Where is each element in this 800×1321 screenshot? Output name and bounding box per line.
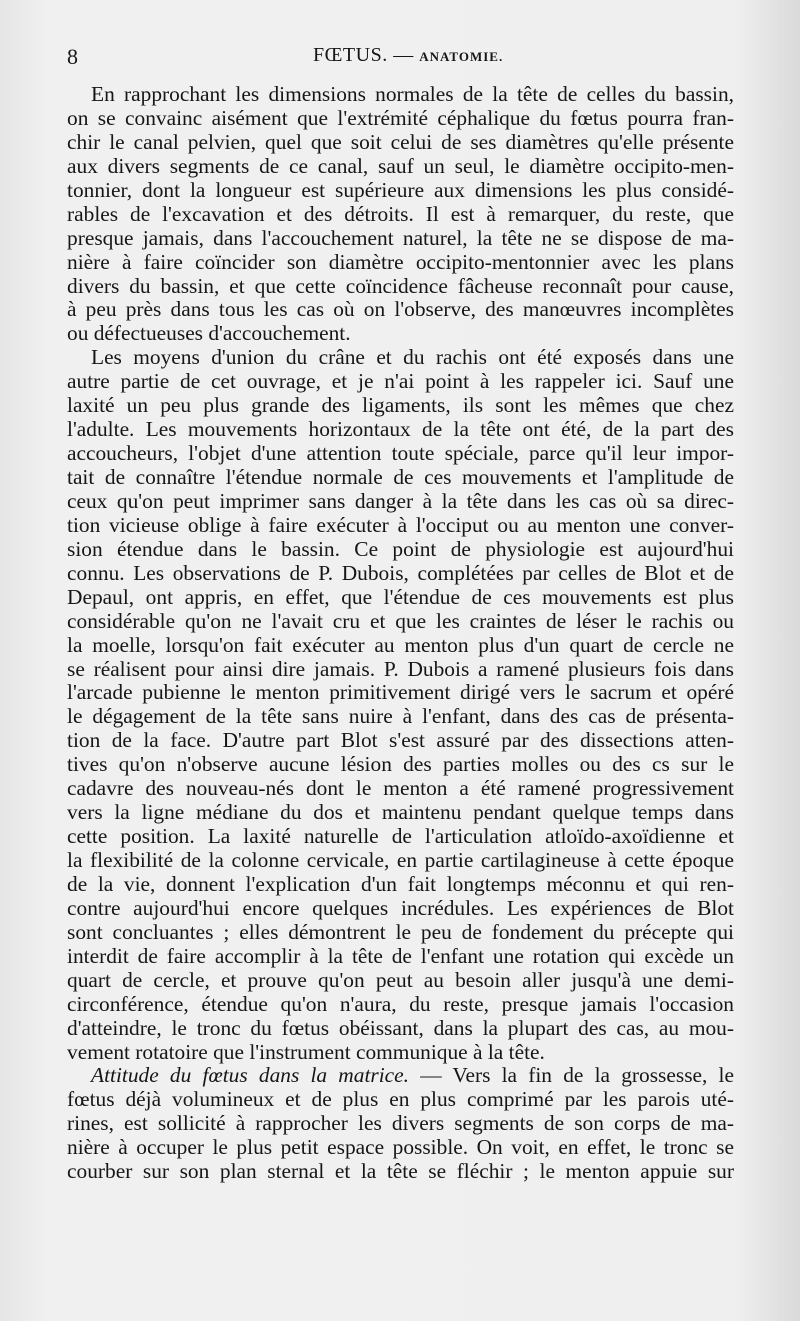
text-line: fœtus déjà volumineux et de plus en plus comprimé par les parois uté- — [67, 1087, 734, 1112]
text-line: la moelle, lorsqu'on fait exécuter au menton plus d'un quart de cercle ne — [67, 632, 734, 657]
text-line: cette position. La laxité naturelle de l'articulation atloïdo-axoïdienne et — [67, 824, 734, 849]
text-line: Depaul, ont appris, en effet, que l'étendue de ces mouvements est plus — [67, 584, 734, 609]
text-line: sont concluantes ; elles démontrent le peu de fondement du précepte qui — [67, 919, 734, 944]
body-text — [67, 83, 734, 1184]
text-line: nière à occuper le plus petit espace possible. On voit, en effet, le tronc se — [67, 1135, 734, 1160]
text-line: considérable qu'on ne l'avait cru et que les craintes de léser le rachis ou — [67, 608, 734, 633]
paragraph — [67, 346, 734, 1064]
text-line: Les moyens d'union du crâne et du rachis ont été exposés dans une — [91, 345, 734, 370]
text-line: interdit de faire accomplir à la tête de l'enfant une rotation qui excède un — [67, 943, 734, 968]
text-line: vers la ligne médiane du dos et maintenu pendant quelque temps dans — [67, 800, 734, 825]
text-line: à peu près dans tous les cas où on l'observe, des manœuvres incomplètes — [67, 297, 734, 322]
text-line — [67, 1064, 734, 1088]
text-line: rables de l'excavation et des détroits. Il est à remarquer, du reste, que — [67, 201, 734, 226]
text-line: tonnier, dont la longueur est supérieure aux dimensions les plus considé- — [67, 177, 734, 202]
text-line: le dégagement de la tête sans nuire à l'enfant, dans des cas de présenta- — [67, 704, 734, 729]
text-line: l'arcade pubienne le menton primitivement dirigé vers le sacrum et opéré — [67, 680, 734, 705]
text-line: l'adulte. Les mouvements horizontaux de la tête ont été, de la part des — [67, 417, 734, 442]
text-line: tait de connaître l'étendue normale de ces mouvements et l'amplitude de — [67, 465, 734, 489]
running-head — [313, 44, 503, 67]
text-line: nière à faire coïncider son diamètre occipito-mentonnier avec les plans — [67, 249, 734, 274]
text-line: presque jamais, dans l'accouchement naturel, la tête ne se dispose de ma- — [67, 225, 734, 250]
text-line: d'atteindre, le tronc du fœtus obéissant, dans la plupart des cas, au mou- — [67, 1015, 734, 1040]
text-line: En rapprochant les dimensions normales de la tête de celles du bassin, — [91, 82, 734, 106]
text-line: tives qu'on n'observe aucune lésion des parties molles ou des cs sur le — [67, 752, 734, 777]
text-line: la flexibilité de la colonne cervicale, en partie cartilagineuse à cette époque — [67, 848, 734, 872]
text-line: aux divers segments de ce canal, sauf un seul, le diamètre occipito-men- — [67, 153, 734, 178]
text-line: accoucheurs, l'objet d'une attention toute spéciale, parce qu'il leur impor- — [67, 441, 734, 466]
text-line: de la vie, donnent l'explication d'un fait longtemps méconnu et qui ren- — [67, 871, 734, 896]
running-head-section: ANATOMIE. — [419, 49, 504, 64]
paragraph — [67, 1064, 734, 1184]
running-head-title: FŒTUS. — — [313, 44, 420, 66]
text-line: chir le canal pelvien, quel que soit celui de ses diamètres qu'elle présente — [67, 129, 734, 154]
text-line: rines, est sollicité à rapprocher les divers segments de son corps de ma- — [67, 1111, 734, 1136]
text-line: on se convainc aisément que l'extrémité céphalique du fœtus pourra fran- — [67, 105, 734, 130]
text-line: se réalisent pour ainsi dire jamais. P. Dubois a ramené plusieurs fois dans — [67, 656, 734, 681]
section-heading-rest: — Vers la fin de la grossesse, le — [409, 1063, 734, 1088]
text-line: contre aujourd'hui encore quelques incrédules. Les expériences de Blot — [67, 895, 734, 920]
text-line: laxité un peu plus grande des ligaments, ils sont les mêmes que chez — [67, 393, 734, 418]
text-line: vement rotatoire que l'instrument communique à la tête. — [67, 1039, 545, 1064]
text-line: circonférence, étendue qu'on n'aura, du reste, presque jamais l'occasion — [67, 991, 734, 1016]
page-number: 8 — [67, 44, 78, 69]
page-header — [67, 44, 732, 74]
text-line: autre partie de cet ouvrage, et je n'ai point à les rappeler ici. Sauf une — [67, 369, 734, 394]
text-line: courber sur son plan sternal et la tête se fléchir ; le menton appuie sur — [67, 1159, 734, 1184]
text-line: tion de la face. D'autre part Blot s'est assuré par des dissections atten- — [67, 728, 734, 753]
text-line: connu. Les observations de P. Dubois, complétées par celles de Blot et de — [67, 560, 734, 585]
text-line: ou défectueuses d'accouchement. — [67, 321, 351, 346]
paragraph — [67, 83, 734, 346]
text-line: cadavre des nouveau-nés dont le menton a été ramené progressivement — [67, 776, 734, 801]
text-line: sion étendue dans le bassin. Ce point de physiologie est aujourd'hui — [67, 536, 734, 561]
text-line: tion vicieuse oblige à faire exécuter à l'occiput ou au menton une conver- — [67, 512, 734, 537]
italic-section-heading: Attitude du fœtus dans la matrice. — [91, 1063, 409, 1088]
text-line: quart de cercle, et prouve qu'on peut au besoin aller jusqu'à une demi- — [67, 967, 734, 992]
text-line: ceux qu'on peut imprimer sans danger à la tête dans les cas où sa direc- — [67, 488, 734, 513]
text-line: divers du bassin, et que cette coïncidence fâcheuse reconnaît pour cause, — [67, 273, 734, 298]
